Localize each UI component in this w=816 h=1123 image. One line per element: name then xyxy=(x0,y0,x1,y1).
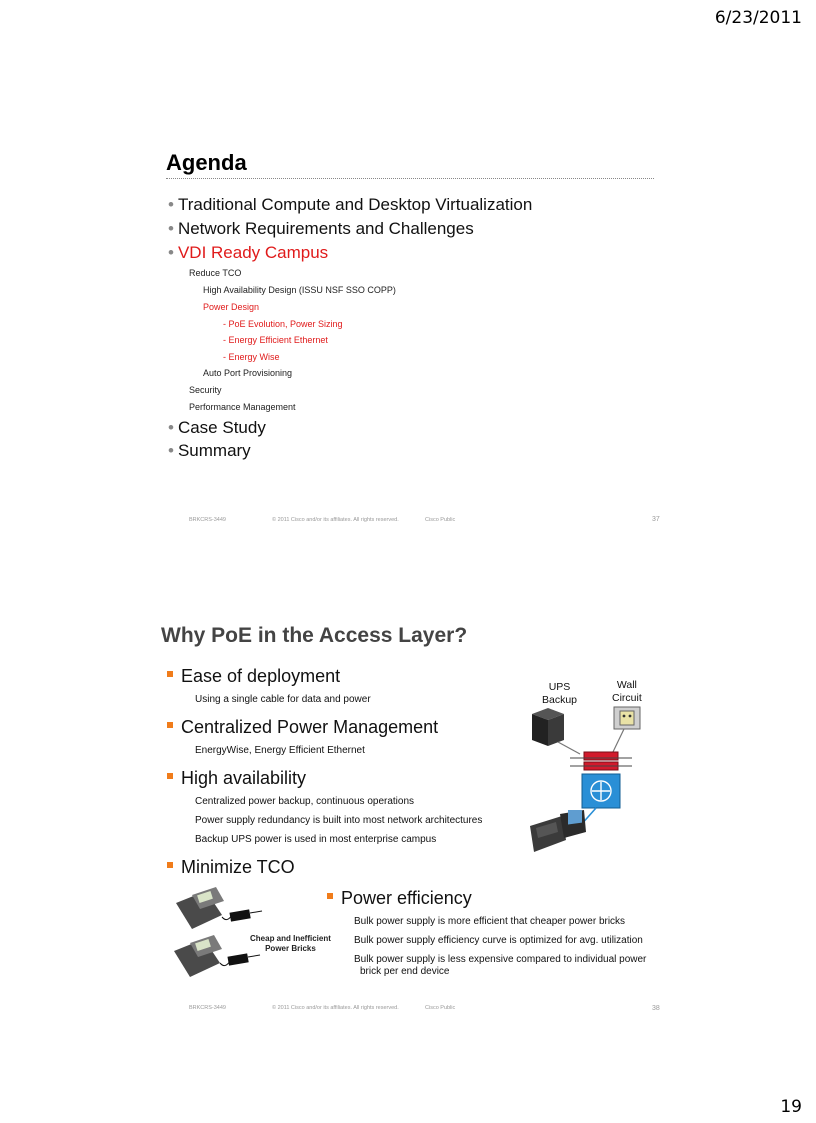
power-brick-icon xyxy=(220,953,260,965)
bullet-marker xyxy=(167,773,173,779)
page-date: 6/23/2011 xyxy=(714,8,802,28)
switch-icon xyxy=(582,774,620,808)
agenda-sub-current: - Energy Wise xyxy=(223,352,280,362)
ups-icon xyxy=(532,708,564,746)
bullet-marker xyxy=(327,893,333,899)
footer-code: BRKCRS-3449 xyxy=(189,517,226,523)
sub-bullet: Power supply redundancy is built into most network architectures xyxy=(195,815,483,826)
footer-classification: Cisco Public xyxy=(425,517,456,523)
agenda-bullet: • Traditional Compute and Desktop Virtualization xyxy=(168,195,533,214)
phones-with-bricks-illustration xyxy=(172,885,267,977)
bullet-centralized-power: Centralized Power Management xyxy=(167,717,438,738)
ip-phone-icon xyxy=(522,810,592,856)
sub-bullet: Backup UPS power is used in most enterprise campus xyxy=(195,834,437,845)
slide-number: 37 xyxy=(652,516,660,523)
power-supply-icon xyxy=(570,752,632,770)
sub-bullet: Bulk power supply efficiency curve is optimized for avg. utilization xyxy=(354,935,643,946)
agenda-bullet: • Summary xyxy=(168,441,251,460)
power-bricks-label: Cheap and Inefficient Power Bricks xyxy=(250,934,331,953)
agenda-sub-current: - Energy Efficient Ethernet xyxy=(223,335,328,345)
slide-title: Agenda xyxy=(166,150,247,175)
bullet-high-availability: High availability xyxy=(167,768,306,789)
page-number: 19 xyxy=(780,1097,802,1117)
agenda-sub: Reduce TCO xyxy=(189,268,242,278)
desk-phone-icon xyxy=(176,887,224,929)
desk-phone-icon xyxy=(174,935,222,977)
wall-outlet-icon xyxy=(614,707,640,729)
sub-bullet: EnergyWise, Energy Efficient Ethernet xyxy=(195,745,365,756)
footer-copyright: © 2011 Cisco and/or its affiliates. All rights reserved. xyxy=(272,517,399,523)
sub-bullet: Centralized power backup, continuous operations xyxy=(195,796,415,807)
bullet-power-efficiency: Power efficiency xyxy=(327,888,472,909)
bullet-ease-of-deployment: Ease of deployment xyxy=(167,666,340,687)
power-cable xyxy=(612,729,624,754)
bullet-marker xyxy=(167,722,173,728)
footer-classification: Cisco Public xyxy=(425,1005,456,1011)
sub-bullet: Bulk power supply is less expensive compared to individual power xyxy=(354,954,647,965)
bullet-minimize-tco: Minimize TCO xyxy=(167,857,295,878)
wall-circuit-label: Wall Circuit xyxy=(612,679,642,704)
footer-code: BRKCRS-3449 xyxy=(189,1005,226,1011)
agenda-bullet-current: • VDI Ready Campus xyxy=(168,243,329,262)
agenda-sub: Auto Port Provisioning xyxy=(203,368,293,378)
bullet-marker xyxy=(167,671,173,677)
agenda-sub-current: - PoE Evolution, Power Sizing xyxy=(223,319,343,329)
power-cable xyxy=(558,742,580,754)
power-brick-icon xyxy=(222,909,262,921)
agenda-sub: High Availability Design (ISSU NSF SSO COPP) xyxy=(203,285,396,295)
slide-title: Why PoE in the Access Layer? xyxy=(161,624,468,647)
agenda-sub: Security xyxy=(189,385,222,395)
ups-backup-label: UPS Backup xyxy=(542,681,578,706)
agenda-sub: Performance Management xyxy=(189,402,296,412)
agenda-bullet: • Case Study xyxy=(168,418,266,437)
agenda-sub-current: Power Design xyxy=(203,302,260,312)
slide-number: 38 xyxy=(652,1005,660,1012)
sub-bullet: Bulk power supply is more efficient that cheaper power bricks xyxy=(354,916,626,927)
sub-bullet: brick per end device xyxy=(360,966,450,977)
sub-bullet: Using a single cable for data and power xyxy=(195,694,371,705)
agenda-bullet: • Network Requirements and Challenges xyxy=(168,219,474,238)
bullet-marker xyxy=(167,862,173,868)
title-divider xyxy=(166,178,654,180)
footer-copyright: © 2011 Cisco and/or its affiliates. All rights reserved. xyxy=(272,1005,399,1011)
